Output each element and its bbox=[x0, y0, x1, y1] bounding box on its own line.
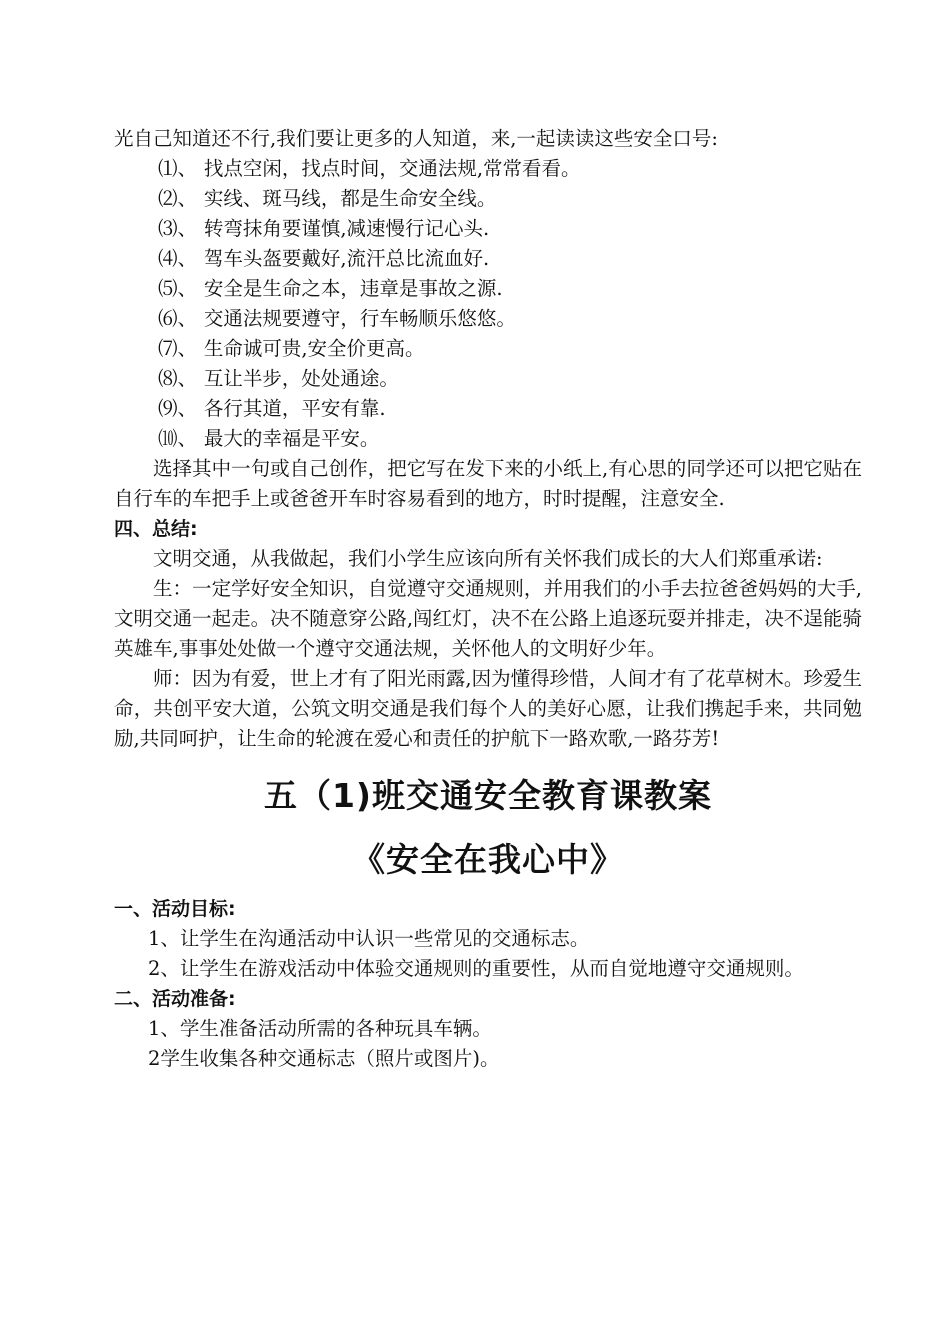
lesson-subtitle: 《安全在我心中》 bbox=[352, 840, 624, 879]
slogan-text: 驾车头盔要戴好,流汗总比流血好. bbox=[203, 247, 490, 270]
slogan-text: 各行其道，平安有靠. bbox=[203, 397, 386, 420]
slogan-item bbox=[114, 214, 862, 244]
lesson-title: 五（1)班交通安全教育课教案 bbox=[263, 776, 713, 815]
slogan-number: ⑺、 bbox=[158, 337, 198, 360]
slogan-number: ⑹、 bbox=[158, 307, 198, 330]
slogan-text: 交通法规要遵守，行车畅顺乐悠悠。 bbox=[203, 307, 516, 330]
student-pledge-paragraph: 生：一定学好安全知识，自觉遵守交通规则，并用我们的小手去拉爸爸妈妈的大手,文明交通一起走。决不随意穿公路,闯红灯，决不在公路上追逐玩耍并排走，决不逞能骑英雄车,事事处处做一个遵守交通法规，关怀他人的文明好少年。 bbox=[114, 577, 862, 660]
goal-item: 2、让学生在游戏活动中体验交通规则的重要性，从而自觉地遵守交通规则。 bbox=[148, 957, 804, 980]
goal-item: 1、让学生在沟通活动中认识一些常见的交通标志。 bbox=[148, 927, 590, 950]
teacher-closing-paragraph: 师：因为有爱，世上才有了阳光雨露,因为懂得珍惜，人间才有了花草树木。珍爱生命，共创平安大道，公筑文明交通是我们每个人的美好心愿，让我们携起手来，共同勉励,共同呵护，让生命的轮渡在爱心和责任的护航下一路欢歌,一路芬芳! bbox=[114, 667, 862, 750]
prep-item: 1、学生准备活动所需的各种玩具车辆。 bbox=[148, 1017, 492, 1040]
slogan-text: 转弯抹角要谨慎,减速慢行记心头. bbox=[203, 217, 490, 240]
slogan-number: ⑼、 bbox=[158, 397, 198, 420]
slogan-item bbox=[114, 154, 862, 184]
slogan-text: 安全是生命之本，违章是事故之源. bbox=[203, 277, 503, 300]
slogan-item bbox=[114, 304, 862, 334]
slogan-number: ⑶、 bbox=[158, 217, 198, 240]
slogan-instruction: 选择其中一句或自己创作，把它写在发下来的小纸上,有心思的同学还可以把它贴在自行车的车把手上或爸爸开车时容易看到的地方，时时提醒，注意安全. bbox=[114, 457, 862, 510]
slogan-number: ⑽、 bbox=[158, 427, 198, 450]
slogan-item bbox=[114, 184, 862, 214]
document-page bbox=[114, 124, 862, 1074]
slogan-text: 找点空闲，找点时间，交通法规,常常看看。 bbox=[203, 157, 581, 180]
slogan-text: 生命诚可贵,安全价更高。 bbox=[203, 337, 425, 360]
slogan-number: ⑷、 bbox=[158, 247, 198, 270]
slogan-number: ⑸、 bbox=[158, 277, 198, 300]
prep-item: 2学生收集各种交通标志（照片或图片)。 bbox=[148, 1047, 500, 1070]
slogan-number: ⑴、 bbox=[158, 157, 198, 180]
slogan-text: 实线、斑马线，都是生命安全线。 bbox=[203, 187, 497, 210]
slogan-text: 互让半步，处处通途。 bbox=[203, 367, 399, 390]
summary-heading: 四、总结: bbox=[114, 518, 198, 540]
slogan-intro: 光自己知道还不行,我们要让更多的人知道，来,一起读读这些安全口号: bbox=[114, 127, 718, 150]
slogan-item bbox=[114, 394, 862, 424]
slogan-list bbox=[114, 154, 862, 454]
slogan-number: ⑻、 bbox=[158, 367, 198, 390]
slogan-text: 最大的幸福是平安。 bbox=[203, 427, 380, 450]
slogan-item bbox=[114, 424, 862, 454]
slogan-item bbox=[114, 364, 862, 394]
slogan-number: ⑵、 bbox=[158, 187, 198, 210]
slogan-item bbox=[114, 274, 862, 304]
prep-heading: 二、活动准备: bbox=[114, 988, 236, 1010]
slogan-item bbox=[114, 244, 862, 274]
summary-paragraph: 文明交通，从我做起，我们小学生应该向所有关怀我们成长的大人们郑重承诺: bbox=[153, 547, 823, 570]
goals-heading: 一、活动目标: bbox=[114, 898, 236, 920]
slogan-item bbox=[114, 334, 862, 364]
